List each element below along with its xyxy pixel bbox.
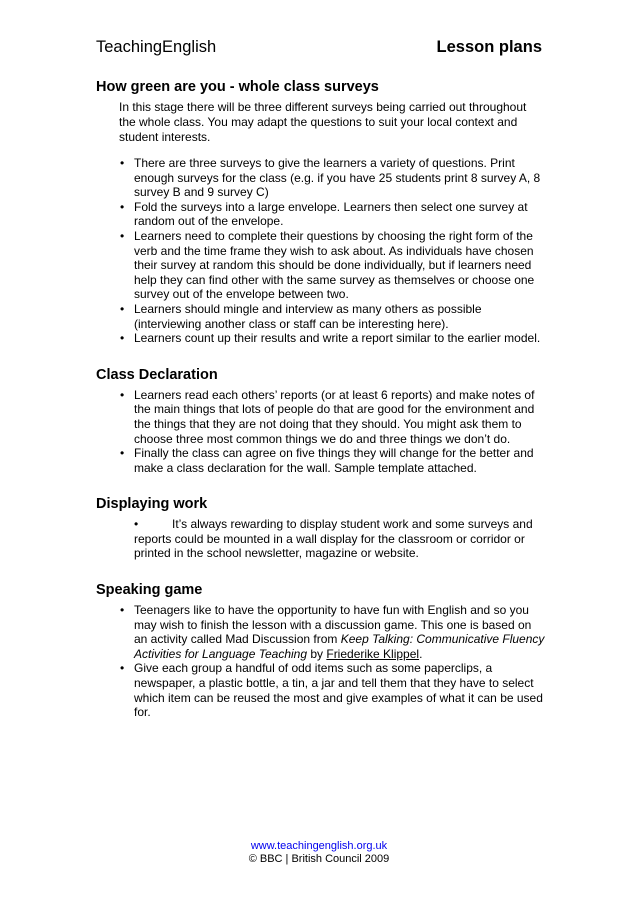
section-displaying [96,495,546,561]
speaking-item1-end: . [419,646,423,661]
section-title-surveys: How green are you - whole class surveys [96,79,379,95]
list-item: • Learners need to complete their questions by choosing the right form of the verb and the time frame they wish to ask about. As individuals have chosen their survey at random this should be done individually, but if learners need help they can find other with the same survey as themselves or choose one survey out of the envelope between two. [134,229,546,302]
page-footer [0,840,638,866]
section-title-displaying: Displaying work [96,496,208,513]
list-item: • Give each group a handful of odd items such as some paperclips, a newspaper, a plastic bottle, a tin, a jar and tell them that they have to select which item can be reused the most and give examples of what it can be used for. [134,661,546,719]
list-item [134,603,546,661]
section-title-declaration: Class Declaration [96,366,218,383]
list-item: • Learners read each others’ reports (or at least 6 reports) and make notes of the main things that lots of people do that are good for the environment and the things that they are not doing that they should. You might ask them to choose three most common things we do and three things we don’t do. [134,388,546,446]
document-type: Lesson plans [436,38,542,56]
speaking-item1-by: by [307,646,327,661]
list-item: • There are three surveys to give the learners a variety of questions. Print enough surveys for the class (e.g. if you have 25 students print 8 survey A, 8 survey B and 9 survey C) [134,156,546,200]
surveys-list [96,156,546,346]
bullet-glyph: • [134,517,139,532]
declaration-list [96,388,546,476]
list-item: • Fold the surveys into a large envelope. Learners then select one survey at random out of the envelope. [134,200,546,229]
displaying-paragraph [134,517,546,561]
list-item: • Learners count up their results and write a report similar to the earlier model. [134,331,546,346]
list-item: • Learners should mingle and interview as many others as possible (interviewing another class or staff can be interesting here). [134,302,546,331]
list-item: • Finally the class can agree on five things they will change for the better and make a class declaration for the wall. Sample template attached. [134,446,546,475]
page-header [96,38,542,57]
section-declaration [96,366,546,476]
site-name: TeachingEnglish [96,38,217,56]
section-title-speaking: Speaking game [96,582,203,599]
section-speaking [96,581,546,720]
displaying-text: It’s always rewarding to display student work and some surveys and reports could be mounted in a wall display for the classroom or corridor or printed in the school newsletter, magazine or website. [134,517,533,561]
footer-copyright: © BBC | British Council 2009 [248,853,390,865]
speaking-item1-text: Teenagers like to have the opportunity to have fun with English and so you may wish to finish the lesson with a discussion game. This one is based on an activity called Mad Discussion from [134,603,532,647]
speaking-list [96,603,546,720]
section-surveys [96,78,546,346]
author-link[interactable]: Friederike Klippel [326,646,420,661]
footer-url-link[interactable]: www.teachingenglish.org.uk [250,840,388,852]
book-title: Keep Talking: Communicative Fluency Activities for Language Teaching [134,632,545,661]
surveys-intro: In this stage there will be three different surveys being carried out throughout the whole class. You may adapt the questions to suit your local context and student interests. [119,100,527,144]
document-body [96,78,546,740]
